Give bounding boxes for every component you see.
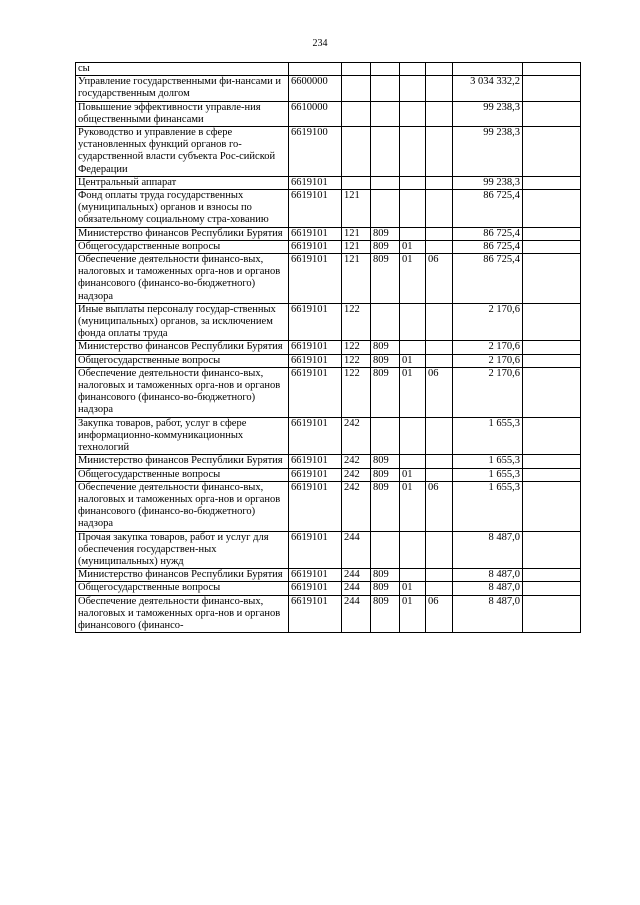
expense-type-code-cell <box>342 76 371 101</box>
item-name-cell: Центральный аппарат <box>76 176 289 189</box>
expense-type-code-cell: 242 <box>342 481 371 531</box>
target-article-code-cell: 6619101 <box>289 190 342 228</box>
table-row <box>76 240 581 253</box>
subsection-code-cell <box>426 417 453 455</box>
section-code-cell <box>400 417 426 455</box>
table-row <box>76 63 581 76</box>
item-name-cell: Прочая закупка товаров, работ и услуг для обеспечения государствен-ных (муниципальных) нужд <box>76 531 289 569</box>
expense-type-code-cell: 244 <box>342 595 371 633</box>
amount-cell <box>453 63 523 76</box>
subsection-code-cell <box>426 76 453 101</box>
table-row <box>76 127 581 177</box>
expense-type-code-cell: 242 <box>342 468 371 481</box>
item-name-cell: Обеспечение деятельности финансо-вых, налоговых и таможенных орга-нов и органов финансового (финансо-во-бюджетного) надзора <box>76 367 289 417</box>
target-article-code-cell: 6619101 <box>289 595 342 633</box>
expense-type-code-cell: 242 <box>342 455 371 468</box>
amount-cell: 8 487,0 <box>453 582 523 595</box>
target-article-code-cell: 6619101 <box>289 531 342 569</box>
amount-cell: 2 170,6 <box>453 303 523 341</box>
subsection-code-cell <box>426 468 453 481</box>
subsection-code-cell: 06 <box>426 481 453 531</box>
section-code-cell <box>400 455 426 468</box>
target-article-code-cell: 6600000 <box>289 76 342 101</box>
target-article-code-cell: 6619101 <box>289 417 342 455</box>
page-number: 234 <box>312 38 328 49</box>
subsection-code-cell <box>426 531 453 569</box>
section-code-cell <box>400 569 426 582</box>
item-name-cell: Министерство финансов Республики Бурятия <box>76 455 289 468</box>
section-code-cell <box>400 127 426 177</box>
table-row <box>76 481 581 531</box>
extra-cell <box>523 303 581 341</box>
administrator-code-cell <box>371 417 400 455</box>
item-name-cell: Фонд оплаты труда государственных (муниципальных) органов и взносы по обязательному социальному стра-хованию <box>76 190 289 228</box>
amount-cell: 86 725,4 <box>453 240 523 253</box>
extra-cell <box>523 354 581 367</box>
item-name-cell: Общегосударственные вопросы <box>76 240 289 253</box>
table-row <box>76 595 581 633</box>
item-name-cell: Министерство финансов Республики Бурятия <box>76 341 289 354</box>
extra-cell <box>523 468 581 481</box>
administrator-code-cell: 809 <box>371 240 400 253</box>
section-code-cell: 01 <box>400 595 426 633</box>
amount-cell: 86 725,4 <box>453 190 523 228</box>
item-name-cell: Закупка товаров, работ, услуг в сфере информационно-коммуникационных технологий <box>76 417 289 455</box>
expense-type-code-cell: 122 <box>342 354 371 367</box>
table-row <box>76 531 581 569</box>
target-article-code-cell: 6619101 <box>289 455 342 468</box>
subsection-code-cell <box>426 582 453 595</box>
subsection-code-cell <box>426 455 453 468</box>
amount-cell: 99 238,3 <box>453 127 523 177</box>
expense-type-code-cell <box>342 63 371 76</box>
section-code-cell <box>400 63 426 76</box>
extra-cell <box>523 240 581 253</box>
amount-cell: 1 655,3 <box>453 468 523 481</box>
administrator-code-cell: 809 <box>371 341 400 354</box>
extra-cell <box>523 127 581 177</box>
table-row <box>76 367 581 417</box>
administrator-code-cell: 809 <box>371 367 400 417</box>
target-article-code-cell <box>289 63 342 76</box>
administrator-code-cell: 809 <box>371 569 400 582</box>
expense-type-code-cell: 121 <box>342 227 371 240</box>
section-code-cell <box>400 190 426 228</box>
section-code-cell <box>400 303 426 341</box>
target-article-code-cell: 6619100 <box>289 127 342 177</box>
subsection-code-cell: 06 <box>426 595 453 633</box>
administrator-code-cell <box>371 101 400 126</box>
table-row <box>76 354 581 367</box>
table-row <box>76 176 581 189</box>
expense-type-code-cell: 121 <box>342 240 371 253</box>
expense-type-code-cell <box>342 176 371 189</box>
item-name-cell: сы <box>76 63 289 76</box>
extra-cell <box>523 481 581 531</box>
amount-cell: 8 487,0 <box>453 595 523 633</box>
table-row <box>76 76 581 101</box>
expense-type-code-cell: 122 <box>342 367 371 417</box>
subsection-code-cell: 06 <box>426 367 453 417</box>
table-body <box>76 63 581 633</box>
table-row <box>76 227 581 240</box>
target-article-code-cell: 6619101 <box>289 176 342 189</box>
item-name-cell: Управление государственными фи-нансами и государственным долгом <box>76 76 289 101</box>
administrator-code-cell <box>371 531 400 569</box>
extra-cell <box>523 63 581 76</box>
extra-cell <box>523 531 581 569</box>
extra-cell <box>523 76 581 101</box>
expense-type-code-cell: 242 <box>342 417 371 455</box>
subsection-code-cell: 06 <box>426 254 453 304</box>
item-name-cell: Обеспечение деятельности финансо-вых, налоговых и таможенных орга-нов и органов финансового (финансо-во-бюджетного) надзора <box>76 481 289 531</box>
administrator-code-cell: 809 <box>371 455 400 468</box>
table-row <box>76 341 581 354</box>
item-name-cell: Повышение эффективности управле-ния общественными финансами <box>76 101 289 126</box>
subsection-code-cell <box>426 240 453 253</box>
table-row <box>76 455 581 468</box>
administrator-code-cell: 809 <box>371 254 400 304</box>
section-code-cell: 01 <box>400 582 426 595</box>
extra-cell <box>523 176 581 189</box>
amount-cell: 86 725,4 <box>453 227 523 240</box>
section-code-cell: 01 <box>400 367 426 417</box>
administrator-code-cell: 809 <box>371 468 400 481</box>
expense-type-code-cell <box>342 101 371 126</box>
item-name-cell: Министерство финансов Республики Бурятия <box>76 227 289 240</box>
item-name-cell: Общегосударственные вопросы <box>76 354 289 367</box>
target-article-code-cell: 6619101 <box>289 341 342 354</box>
administrator-code-cell: 809 <box>371 582 400 595</box>
subsection-code-cell <box>426 101 453 126</box>
subsection-code-cell <box>426 127 453 177</box>
item-name-cell: Министерство финансов Республики Бурятия <box>76 569 289 582</box>
amount-cell: 1 655,3 <box>453 417 523 455</box>
extra-cell <box>523 367 581 417</box>
amount-cell: 2 170,6 <box>453 341 523 354</box>
expense-type-code-cell: 244 <box>342 569 371 582</box>
section-code-cell: 01 <box>400 481 426 531</box>
section-code-cell: 01 <box>400 354 426 367</box>
subsection-code-cell <box>426 176 453 189</box>
section-code-cell: 01 <box>400 254 426 304</box>
expense-type-code-cell: 121 <box>342 254 371 304</box>
extra-cell <box>523 417 581 455</box>
expense-type-code-cell: 122 <box>342 341 371 354</box>
administrator-code-cell <box>371 190 400 228</box>
item-name-cell: Руководство и управление в сфере установленных функций органов го-сударственной власти субъекта Рос-сийской Федерации <box>76 127 289 177</box>
section-code-cell: 01 <box>400 468 426 481</box>
expense-type-code-cell <box>342 127 371 177</box>
table-row <box>76 254 581 304</box>
item-name-cell: Обеспечение деятельности финансо-вых, налоговых и таможенных орга-нов и органов финансового (финансо- <box>76 595 289 633</box>
target-article-code-cell: 6619101 <box>289 240 342 253</box>
table-row <box>76 569 581 582</box>
item-name-cell: Иные выплаты персоналу государ-ственных (муниципальных) органов, за исключением фонда оплаты труда <box>76 303 289 341</box>
target-article-code-cell: 6619101 <box>289 303 342 341</box>
section-code-cell <box>400 227 426 240</box>
extra-cell <box>523 101 581 126</box>
amount-cell: 8 487,0 <box>453 569 523 582</box>
target-article-code-cell: 6619101 <box>289 481 342 531</box>
table-row <box>76 582 581 595</box>
subsection-code-cell <box>426 569 453 582</box>
subsection-code-cell <box>426 227 453 240</box>
table-row <box>76 303 581 341</box>
subsection-code-cell <box>426 63 453 76</box>
subsection-code-cell <box>426 354 453 367</box>
extra-cell <box>523 341 581 354</box>
administrator-code-cell <box>371 303 400 341</box>
section-code-cell <box>400 341 426 354</box>
extra-cell <box>523 190 581 228</box>
item-name-cell: Общегосударственные вопросы <box>76 468 289 481</box>
subsection-code-cell <box>426 341 453 354</box>
extra-cell <box>523 227 581 240</box>
budget-table <box>75 62 581 633</box>
table-row <box>76 468 581 481</box>
amount-cell: 86 725,4 <box>453 254 523 304</box>
section-code-cell <box>400 76 426 101</box>
target-article-code-cell: 6619101 <box>289 468 342 481</box>
table-row <box>76 101 581 126</box>
target-article-code-cell: 6619101 <box>289 582 342 595</box>
expense-type-code-cell: 244 <box>342 531 371 569</box>
administrator-code-cell: 809 <box>371 227 400 240</box>
administrator-code-cell <box>371 176 400 189</box>
table-row <box>76 417 581 455</box>
administrator-code-cell: 809 <box>371 595 400 633</box>
amount-cell: 8 487,0 <box>453 531 523 569</box>
amount-cell: 1 655,3 <box>453 481 523 531</box>
amount-cell: 2 170,6 <box>453 354 523 367</box>
subsection-code-cell <box>426 303 453 341</box>
extra-cell <box>523 569 581 582</box>
expense-type-code-cell: 121 <box>342 190 371 228</box>
table-row <box>76 190 581 228</box>
extra-cell <box>523 254 581 304</box>
administrator-code-cell <box>371 127 400 177</box>
administrator-code-cell <box>371 76 400 101</box>
target-article-code-cell: 6619101 <box>289 569 342 582</box>
amount-cell: 1 655,3 <box>453 455 523 468</box>
amount-cell: 3 034 332,2 <box>453 76 523 101</box>
target-article-code-cell: 6619101 <box>289 254 342 304</box>
item-name-cell: Обеспечение деятельности финансо-вых, налоговых и таможенных орга-нов и органов финансового (финансо-во-бюджетного) надзора <box>76 254 289 304</box>
administrator-code-cell: 809 <box>371 354 400 367</box>
extra-cell <box>523 595 581 633</box>
item-name-cell: Общегосударственные вопросы <box>76 582 289 595</box>
section-code-cell <box>400 531 426 569</box>
section-code-cell: 01 <box>400 240 426 253</box>
target-article-code-cell: 6619101 <box>289 354 342 367</box>
expense-type-code-cell: 244 <box>342 582 371 595</box>
section-code-cell <box>400 176 426 189</box>
target-article-code-cell: 6619101 <box>289 227 342 240</box>
expense-type-code-cell: 122 <box>342 303 371 341</box>
subsection-code-cell <box>426 190 453 228</box>
target-article-code-cell: 6619101 <box>289 367 342 417</box>
target-article-code-cell: 6610000 <box>289 101 342 126</box>
section-code-cell <box>400 101 426 126</box>
extra-cell <box>523 455 581 468</box>
administrator-code-cell: 809 <box>371 481 400 531</box>
administrator-code-cell <box>371 63 400 76</box>
extra-cell <box>523 582 581 595</box>
amount-cell: 2 170,6 <box>453 367 523 417</box>
amount-cell: 99 238,3 <box>453 101 523 126</box>
amount-cell: 99 238,3 <box>453 176 523 189</box>
